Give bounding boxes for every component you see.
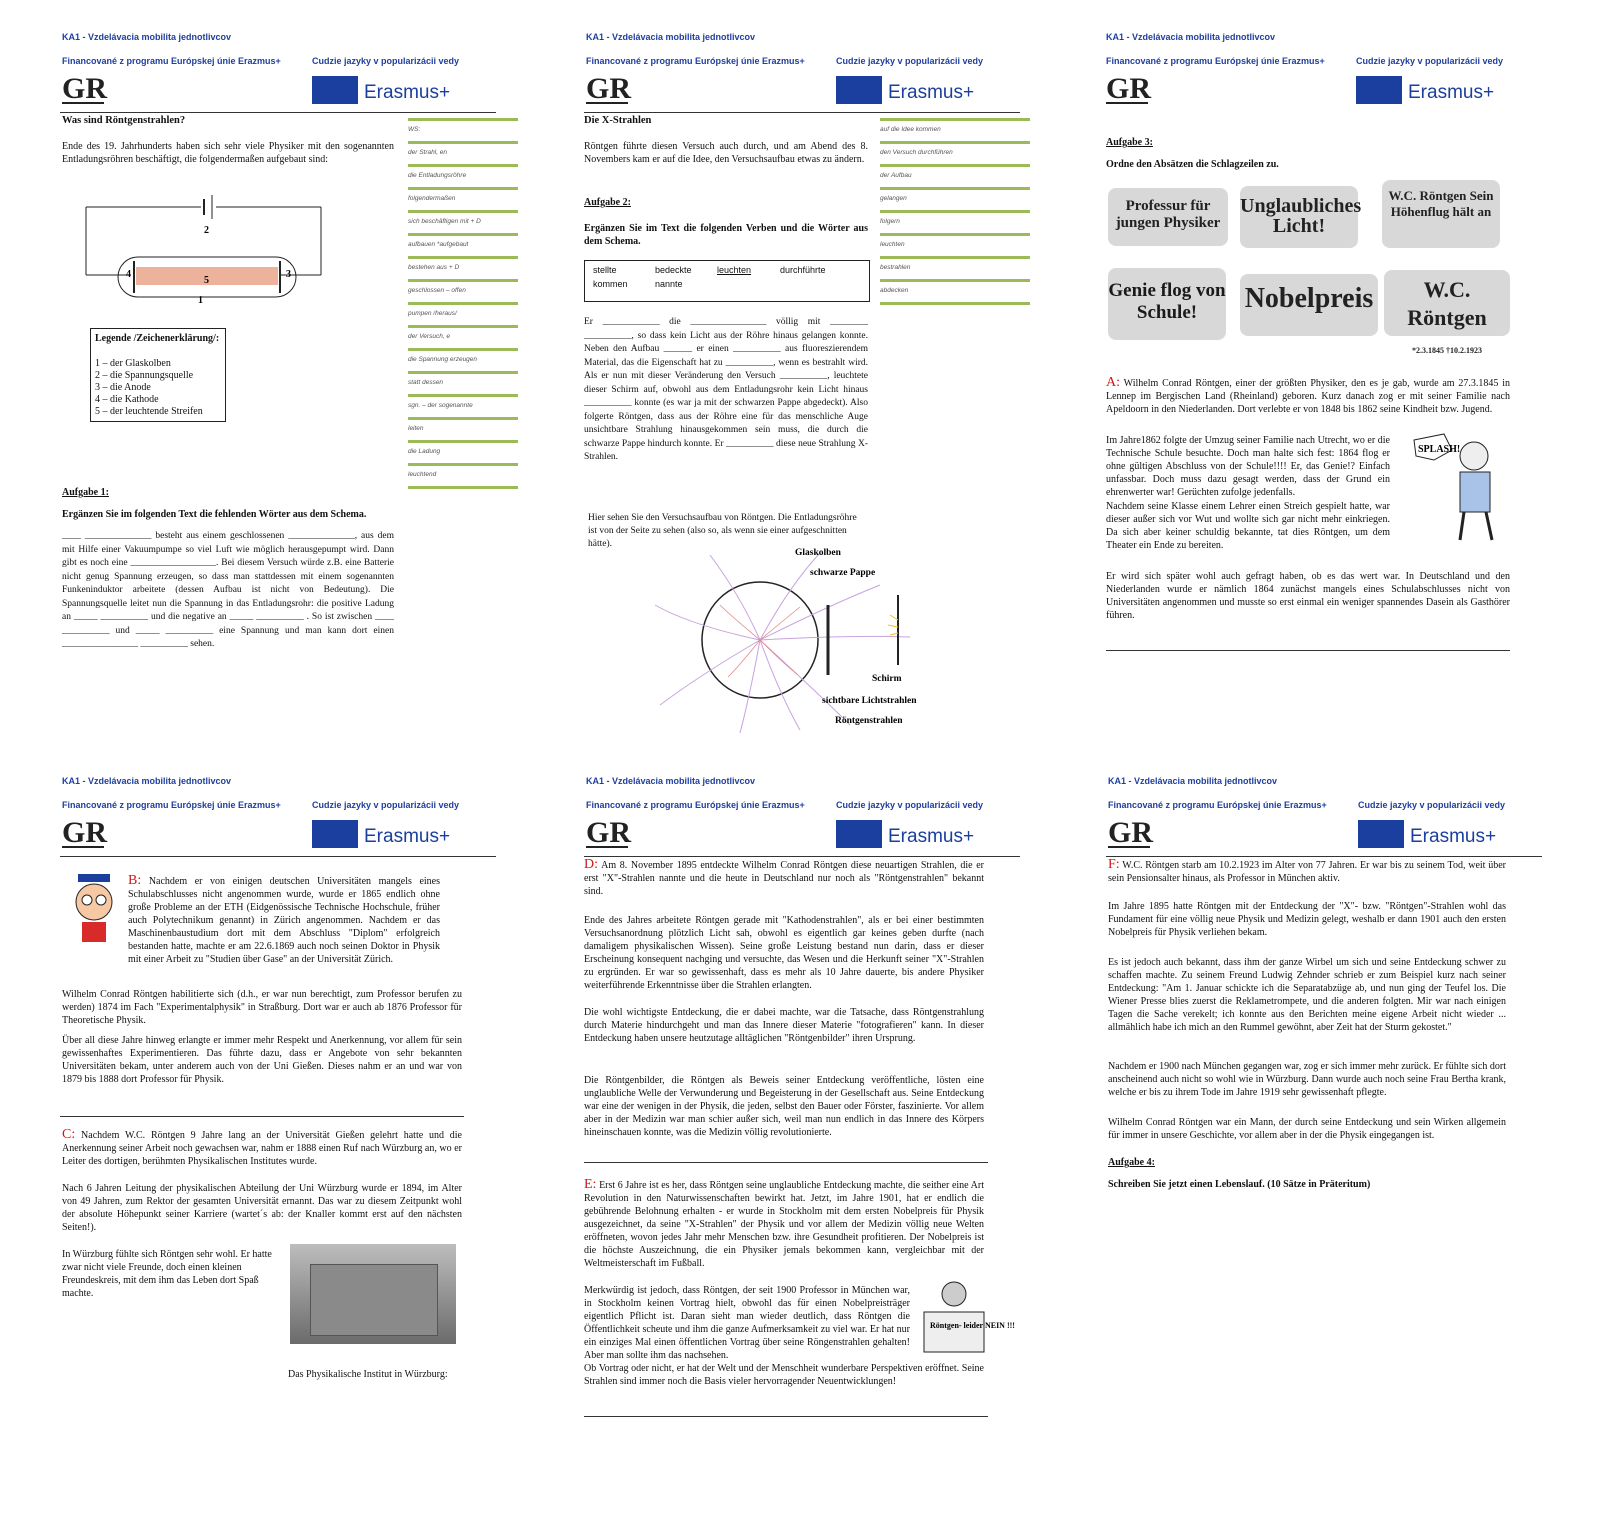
vocabulary-sidebar bbox=[880, 118, 1032, 308]
vocabulary-sidebar bbox=[408, 118, 520, 518]
intro-text: Röntgen führte diesen Versuch auch durch, und am Abend des 8. Novembers kam er auf die Idee, den Versuchsaufbau etwas zu ändern. bbox=[584, 141, 868, 165]
label-pappe: schwarze Pappe bbox=[810, 568, 876, 578]
label-3: 3 bbox=[286, 269, 291, 280]
school-logo bbox=[584, 70, 632, 106]
svg-text:GR: GR bbox=[586, 816, 631, 849]
page-4 bbox=[56, 744, 576, 1464]
paragraph-b: B: Nachdem er von einigen deutschen Universitäten mangels eines Schulabschlusses nicht angenommen wurde, wurde er 1865 endlich ohne große Probleme an der ETH (Eidgenössische Technische Hochschule, früher auch Polytechnikum genannt) in Zürich angenommen. Nachdem er das Maschinenbaustudium dort mit dem Abschluss "Diplom" erfolgreich bestanden hatte, machte er am 22.6.1869 auch noch seinen Doktor in Physik mit einer Arbeit zu "Studien über Gase" an der Universität Zürich. bbox=[128, 873, 441, 965]
paragraph-f: F: W.C. Röntgen starb am 10.2.1923 im Alter von 77 Jahren. Er war bis zu seinem Tod, weit über sein Pensionsalter hinaus, als Professor in München aktiv. bbox=[1108, 857, 1506, 884]
page-3 bbox=[1100, 0, 1620, 740]
paragraph-text: Nach 6 Jahren Leitung der physikalischen Abteilung der Uni Würzburg wurde er 1894, im Alter von 49 Jahren, zum Rektor der gesamten Universität ernannt. Das war zu diesem Zeitpunkt wohl der absolute Höhepunkt seiner Karriere (wartet´s ab: der Knaller kommt erst auf den nächsten Seiten!). bbox=[62, 1183, 462, 1233]
svg-text:GR: GR bbox=[62, 816, 107, 849]
task-heading: Aufgabe 1: bbox=[62, 487, 109, 498]
paragraph-letter: B: bbox=[128, 873, 142, 888]
eu-flag-icon bbox=[312, 76, 358, 104]
school-logo bbox=[60, 814, 108, 850]
task-instruction: Ordne den Absätzen die Schlagzeilen zu. bbox=[1106, 159, 1279, 170]
paragraph-a: A: Wilhelm Conrad Röntgen, einer der größten Physiker, den es je gab, wurde am 27.3.1845 in Lennep im Bergischen Land (Rheinland) geboren. Kurz danach zog er mit seiner Familie nach Apeldoorn in den Niederlanden. Dort verlebte er von 1848 bis 1862 seine Kindheit bzw. Jugend. bbox=[1106, 375, 1510, 415]
legend-item: 5 – der leuchtende Streifen bbox=[95, 406, 203, 417]
label-glaskolben: Glaskolben bbox=[795, 548, 841, 558]
word-item: nannte bbox=[655, 279, 683, 289]
vocab-item: geschlossen – offen bbox=[408, 287, 466, 294]
label-roentgenstrahlen: Röntgenstrahlen bbox=[835, 716, 903, 726]
paragraph-text: Über all diese Jahre hinweg erlangte er immer mehr Respekt und Anerkennung, vor allem für sein gewissenhaftes Experimentieren. Das führte dazu, dass er Angebote von sehr bekannten Universitäten bekam, unter anderem auch von der Uni Gießen. Dieses nahm er an und war von 1879 bis 1888 dort Professor für Physik. bbox=[62, 1035, 462, 1085]
page-5 bbox=[580, 744, 1100, 1464]
vocab-item: statt dessen bbox=[408, 379, 444, 386]
header-course: Cudzie jazyky v popularizácii vedy bbox=[836, 800, 984, 810]
header-course: Cudzie jazyky v popularizácii vedy bbox=[1358, 800, 1506, 810]
paragraph-text: In Würzburg fühlte sich Röntgen sehr wohl. Er hatte zwar nicht viele Freunde, doch einen kleinen Freundeskreis, mit dem ihm das Leben dort Spaß machte. bbox=[62, 1249, 272, 1299]
svg-text:SPLASH!: SPLASH! bbox=[1418, 444, 1461, 455]
task-heading: Aufgabe 4: bbox=[1108, 1157, 1155, 1168]
erasmus-logo: Erasmus+ bbox=[836, 76, 1026, 106]
eu-flag-icon bbox=[1358, 820, 1404, 848]
page-6 bbox=[1102, 744, 1622, 1464]
header-project: KA1 - Vzdelávacia mobilita jednotlivcov bbox=[1106, 32, 1276, 42]
erasmus-logo: Erasmus+ bbox=[1358, 820, 1548, 850]
vocab-item: pumpen /heraus/ bbox=[408, 310, 457, 317]
header-project: KA1 - Vzdelávacia mobilita jednotlivcov bbox=[586, 776, 756, 786]
vocab-item: den Versuch durchführen bbox=[880, 149, 953, 156]
discharge-tube-diagram bbox=[86, 195, 326, 305]
eu-flag-icon bbox=[836, 76, 882, 104]
legend-box bbox=[90, 328, 226, 422]
paragraph-text: Wilhelm Conrad Röntgen habilitierte sich (d.h., er war nun berechtigt, zum Professor berufen zu werden) 1874 im Fach "Experimentalphysik" in Straßburg. Dort war er auch ab 1876 Professor für Theoretische Physik. bbox=[62, 989, 462, 1026]
legend-item: 3 – die Anode bbox=[95, 382, 151, 393]
vocab-item: abdecken bbox=[880, 287, 909, 294]
page-title: Was sind Röntgenstrahlen? bbox=[62, 115, 186, 126]
header-funding: Financované z programu Európskej únie Erazmus+ bbox=[586, 800, 805, 810]
vocab-item: die Ladung bbox=[408, 448, 441, 455]
eu-flag-icon bbox=[836, 820, 882, 848]
header-course: Cudzie jazyky v popularizácii vedy bbox=[312, 800, 460, 810]
header-course: Cudzie jazyky v popularizácii vedy bbox=[312, 56, 460, 66]
headline-clipping bbox=[1384, 270, 1510, 355]
vocab-item: der Aufbau bbox=[880, 172, 912, 179]
header-course: Cudzie jazyky v popularizácii vedy bbox=[1356, 56, 1504, 66]
eu-flag-icon bbox=[1356, 76, 1402, 104]
paragraph-letter: D: bbox=[584, 857, 598, 872]
legend-item: 2 – die Spannungsquelle bbox=[95, 370, 194, 381]
vocab-item: bestrahlen bbox=[880, 264, 911, 271]
page-title: Die X-Strahlen bbox=[584, 115, 652, 126]
angry-teacher-cartoon bbox=[1404, 430, 1514, 546]
word-item: durchführte bbox=[780, 265, 826, 275]
header-funding: Financované z programu Európskej únie Erazmus+ bbox=[1108, 800, 1327, 810]
header-funding: Financované z programu Európskej únie Erazmus+ bbox=[62, 56, 281, 66]
label-1: 1 bbox=[198, 295, 203, 306]
school-logo bbox=[1104, 70, 1152, 106]
figure-caption: Hier sehen Sie den Versuchsaufbau von Röntgen. Die Entladungsröhre ist von der Seite zu sehen (also so, als wenn sie einer aufgeschnitten hätte). bbox=[588, 513, 857, 549]
legend-item: 1 – der Glaskolben bbox=[95, 358, 171, 369]
paragraph-text: Im Jahre 1895 hatte Röntgen mit der Entdeckung der "X"- bzw. "Röntgen"-Strahlen wohl das Fundament für eine völlig neue Physik und Medizin gelegt, weshalb er dann 1901 auch den ersten Nobelpreis für Physik verliehen bekam. bbox=[1108, 901, 1506, 938]
task-heading: Aufgabe 3: bbox=[1106, 137, 1153, 148]
vocab-item: folgern bbox=[880, 218, 900, 225]
headline-clipping: Nobelpreis bbox=[1240, 274, 1378, 336]
school-logo bbox=[60, 70, 108, 106]
school-logo bbox=[1106, 814, 1154, 850]
erasmus-logo: Erasmus+ bbox=[1356, 76, 1546, 106]
word-item: kommen bbox=[593, 279, 628, 289]
paragraph-text: Merkwürdig ist jedoch, dass Röntgen, der seit 1900 Professor in München war, in Stockholm keinen Vortrag hielt, obwohl das für einen Nobelpreisträger eigentlich Pflicht ist. Daran sieht man wieder deutlich, dass Röntgen die Öffentlichkeit scheute und ihm die ganze Aufmerksamkeit zu viel war. Er hat nur ein einziges Mal einen öffentlichen Vortrag über seine Röngenstrahlen gehalten! Aber man sollte ihm das nachsehen. bbox=[584, 1285, 910, 1361]
page-1 bbox=[56, 0, 576, 740]
header-project: KA1 - Vzdelávacia mobilita jednotlivcov bbox=[1108, 776, 1278, 786]
headline-clipping: Unglaubliches Licht! bbox=[1240, 186, 1358, 248]
vocab-item: der Versuch, e bbox=[408, 333, 451, 340]
word-item: bedeckte bbox=[655, 265, 692, 275]
paragraph-d: D: Am 8. November 1895 entdeckte Wilhelm Conrad Röntgen diese neuartigen Strahlen, die er erst "X"-Strahlen nannte und die heute in Deutschland nur noch als "Röntgenstrahlen" bekannt sind. bbox=[584, 857, 985, 897]
headline-clipping: Genie flog von Schule! bbox=[1108, 268, 1226, 340]
header-project: KA1 - Vzdelávacia mobilita jednotlivcov bbox=[586, 32, 756, 42]
header-project: KA1 - Vzdelávacia mobilita jednotlivcov bbox=[62, 32, 232, 42]
experiment-setup-diagram bbox=[650, 545, 940, 735]
paragraph-text: Wilhelm Conrad Röntgen war ein Mann, der durch seine Entdeckung und sein Wirken allgemein für immer in unsere Geschichte, vor allem aber in der die Physik eingegangen ist. bbox=[1108, 1117, 1506, 1141]
task-instruction: Ergänzen Sie im Text die folgenden Verben und die Wörter aus dem Schema. bbox=[584, 223, 868, 247]
paragraph-text: Im Jahre1862 folgte der Umzug seiner Familie nach Utrecht, wo er die Technische Schule besuchte. Doch man halte sich fest: 1864 flog er ohne gültigen Abschluss von der Schule!!!! Er, das Genie!? Einfach unfassbar. Doch muss dazu gesagt werden, dass der Grund ein ehrenwerter war! Gerüchten zufolge jedenfalls. bbox=[1106, 435, 1390, 498]
paragraph-c: C: Nachdem W.C. Röntgen 9 Jahre lang an der Universität Gießen gelehrt hatte und die Anerkennung seiner Arbeit noch gewachsen war, nahm er 1888 einen Ruf nach Würzburg an, wo er Leiter des dortigen, berühmten Physikalischen Institutes wurde. bbox=[62, 1127, 462, 1167]
label-5: 5 bbox=[204, 275, 209, 286]
paragraph-text: Es ist jedoch auch bekannt, dass ihm der ganze Wirbel um sich und seine Entdeckung schwer zu schaffen machte. Zu seinem Freund Ludwig Zehnder schrieb er zum Beispiel kurz nach seiner Entdeckung: "Am 1. Januar schickte ich die Separatabzüge ab, und nun ging der Teufel los. Die Wiener Presse blies zuerst die Reklametrompete, und die anderen folgten. Mir war nach einigen Tagen die Sache verekelt; ich konnte aus den Berichten meine eigene Arbeit nicht wieder ... allmählich habe ich mich an den Rummel gewöhnt, aber Zeit hat der Sturm gekostet." bbox=[1108, 957, 1506, 1033]
vocab-item: sich beschäftigen mit + D bbox=[408, 218, 481, 225]
vocab-item: die Spannung erzeugen bbox=[408, 356, 478, 363]
vocab-item: gelangen bbox=[880, 195, 907, 202]
headline-clipping: Professur für jungen Physiker bbox=[1108, 188, 1228, 246]
label-4: 4 bbox=[126, 269, 131, 280]
erasmus-logo: Erasmus+ bbox=[312, 820, 502, 850]
header-project: KA1 - Vzdelávacia mobilita jednotlivcov bbox=[62, 776, 232, 786]
headline-name: W.C. Röntgen bbox=[1407, 277, 1487, 330]
svg-text:GR: GR bbox=[586, 72, 631, 105]
vocab-item: sgn. – der sogenannte bbox=[408, 402, 473, 409]
vocab-item: auf die Idee kommen bbox=[880, 126, 941, 133]
fill-in-text: Er ____________ die ________________ völlig mit ________ __________, so dass kein Licht aus der Röhre hinaus gelangen konnte. Neben den Aufbau ______ er einen __________ aus fluoreszierendem Material, das die Eigenschaft hat zu __________, wenn es bestrahlt wird. Als er nun mit dieser Veränderung den Versuch __________, leuchtete dieser Schirm auf, obwohl aus dem Entladungsrohr kein Licht hinaus __________ konnte (es war ja mit der schwarzen Pappe abgedeckt). Also folgerte Röntgen, dass aus der Röhre eine für das menschliche Auge unsichtbare Strahlung hinausgekommen sein muss, die durch die schwarze Pappe hindurch konnte. Er __________ diese neue Strahlung X-Strahlen. bbox=[584, 317, 868, 462]
institute-photo bbox=[290, 1244, 456, 1344]
label-schirm: Schirm bbox=[872, 674, 902, 684]
label-lichtstrahlen: sichtbare Lichtstrahlen bbox=[822, 696, 917, 706]
label-2: 2 bbox=[204, 225, 209, 236]
vocab-item: der Strahl, en bbox=[408, 149, 448, 156]
svg-text:GR: GR bbox=[62, 72, 107, 105]
header-funding: Financované z programu Európskej únie Erazmus+ bbox=[62, 800, 281, 810]
paragraph-letter: E: bbox=[584, 1177, 597, 1192]
paragraph-text: Nachdem er 1900 nach München gegangen war, zog er sich immer mehr zurück. Er fühlte sich dort anscheinend auch nicht so wohl wie in Würzburg. Dann wurde auch noch seine Frau Bertha krank, welche er bis zu ihrem Tode im Jahre 1919 sehr gewissenhaft pflegte. bbox=[1108, 1061, 1506, 1098]
task-instruction: Ergänzen Sie im folgenden Text die fehlenden Wörter aus dem Schema. bbox=[62, 509, 367, 520]
headline-clipping: W.C. Röntgen Sein Höhenflug hält an bbox=[1382, 180, 1500, 248]
paragraph-e: E: Erst 6 Jahre ist es her, dass Röntgen seine unglaubliche Entdeckung machte, die seither eine Art Revolution in den Naturwissenschaften bewirkt hat. Jetzt, im Jahre 1901, hat er endlich die gebührende Belohnung erhalten - er wurde in Stockholm mit dem ersten Nobelpreis für Physik ausgezeichnet, da seine "X-Strahlen" der Physik und vor allem der Medizin völlig neue Welten eröffneten, wovon jedes Jahr mehr Menschen bzw. ihre Gesundheit profitieren. Der Nobelpreis ist die höchste Auszeichnung, die ein Physiker jemals bekommen kann, vergleichbar mit der Weltmeisterschaft im Fußball. bbox=[584, 1177, 984, 1269]
erasmus-logo: Erasmus+ bbox=[836, 820, 1026, 850]
paragraph-text: Die Röntgenbilder, die Röntgen als Beweis seiner Entdeckung veröffentliche, lösten eine unglaubliche Welle der Verwunderung und Begeisterung in der Gesellschaft aus. Seine Entdeckung war eine der wenigen in der Physik, die jeden, selbst den Bauer oder Förster, faszinierte. Vor allem aber in der Medizin war man schier außer sich, weil man nun endlich in das Innere des Körpers hineinschauen konnte, was die Medizin völlig revolutionierte. bbox=[584, 1075, 984, 1138]
paragraph-letter: F: bbox=[1108, 857, 1120, 872]
paragraph-text: Ob Vortrag oder nicht, er hat der Welt und der Menschheit wunderbare Perspektiven eröffnet. Seine Strahlen sind immer noch die Basis vieler hervorragender Neuentwicklungen! bbox=[584, 1363, 984, 1387]
vocab-item: leuchtend bbox=[408, 471, 437, 478]
word-box bbox=[584, 260, 870, 302]
vocab-item: aufbauen *aufgebaut bbox=[408, 241, 469, 248]
paragraph-text: Er wird sich später wohl auch gefragt haben, ob es das wert war. In Deutschland und den Niederlanden wurde er nämlich 1864 zunächst mangels eines Schulabschlusses nicht von Universitäten angenommen und musste so erst einmal ein weniger spannendes Dasein als Gasthörer führen. bbox=[1106, 571, 1510, 621]
erasmus-logo: Erasmus+ bbox=[312, 76, 502, 106]
paragraph-text: Nachdem seine Klasse einem Lehrer einen Streich gespielt hatte, war dieser außer sich vor Wut und wollte sich gar nicht mehr einkriegen. Da sich aber keiner schuldig bekannte, tat dies Röntgen, um dem Theater ein Ende zu bereiten. bbox=[1106, 501, 1390, 551]
word-item: leuchten bbox=[717, 265, 752, 275]
vocab-item: WS: bbox=[408, 126, 421, 133]
intro-text: Ende des 19. Jahrhunderts haben sich sehr viele Physiker mit den sogenannten Entladungsröhren beschäftigt, die folgendermaßen aufgebaut sind: bbox=[62, 141, 394, 165]
page-2 bbox=[580, 0, 1100, 740]
eu-flag-icon bbox=[312, 820, 358, 848]
svg-text:GR: GR bbox=[1108, 816, 1153, 849]
student-cartoon bbox=[64, 872, 124, 944]
legend-item: 4 – die Kathode bbox=[95, 394, 159, 405]
photo-caption: Das Physikalische Institut in Würzburg: bbox=[288, 1369, 448, 1380]
vocab-item: die Entladungsröhre bbox=[408, 172, 467, 179]
vocab-item: leiten bbox=[408, 425, 424, 432]
header-course: Cudzie jazyky v popularizácii vedy bbox=[836, 56, 984, 66]
paragraph-text: Die wohl wichtigste Entdeckung, die er dabei machte, war die Tatsache, dass Röntgenstrahlung durch Materie hindurchgeht und man das Innere dieser Materie "fotografieren" kann. In dieser Entdeckung haben unsere heutzutage alltäglichen "Röntgenbilder" ihren Ursprung. bbox=[584, 1007, 984, 1044]
vocab-item: bestehen aus + D bbox=[408, 264, 460, 271]
paragraph-letter: C: bbox=[62, 1127, 76, 1142]
school-logo bbox=[584, 814, 632, 850]
task-instruction: Schreiben Sie jetzt einen Lebenslauf. (10 Sätze in Präteritum) bbox=[1108, 1179, 1371, 1190]
paragraph-letter: A: bbox=[1106, 375, 1120, 390]
vocab-item: folgendermaßen bbox=[408, 195, 456, 202]
header-funding: Financované z programu Európskej únie Erazmus+ bbox=[586, 56, 805, 66]
professor-sign-cartoon bbox=[918, 1276, 1015, 1358]
header-funding: Financované z programu Európskej únie Erazmus+ bbox=[1106, 56, 1325, 66]
paragraph-text: Ende des Jahres arbeitete Röntgen gerade mit "Kathodenstrahlen", als er bei einer bestimmten Versuchsanordnung plötzlich Licht sah, obwohl es eigentlich gar keines geben durfte (nach damaligem physikalischen Wissen). Seine große Leistung bestand nun darin, dass er dieser Erscheinung konsequent nachging und versuchte, das Wesen und die Herkunft seiner "X"-Strahlen zu ergründen. Er war so gewissenhaft, dass es mehr als 10 Jahre dauerte, bis andere Physiker weiterführende Erkenntnisse über die Strahlen erlangten. bbox=[584, 915, 984, 991]
sign-text: Röntgen- leider NEIN !!! bbox=[930, 1321, 1015, 1330]
vocab-item: leuchten bbox=[880, 241, 905, 248]
headline-dates: *2.3.1845 †10.2.1923 bbox=[1412, 346, 1482, 355]
task-heading: Aufgabe 2: bbox=[584, 197, 631, 208]
svg-text:GR: GR bbox=[1106, 72, 1151, 105]
legend-title: Legende /Zeichenerklärung/: bbox=[95, 333, 220, 344]
fill-in-text: ____ ______________ besteht aus einem geschlossenen ______________, aus dem mit Hilfe einer Vakuumpumpe so viel Luft wie möglich herausgepumpt wird. Dann gibt es noch eine __________________. Bei diesem Versuch würde z.B. eine Batterie nicht genug Spannung erzeugen, so dass man stattdessen mit einem sogenannten Funkeninduktor arbeitete (dessen Aufbau ist nicht von Bedeutung). Die Spannungsquelle leitet nun die Spannung in das Entladungsrohr: die positive Ladung an _____ __________ und die negative an _____ __________ . So ist zwischen ____ __________ und _____ __________ eine Spannung und man kann dort einen ________________ __________ sehen. bbox=[62, 531, 394, 649]
word-item: stellte bbox=[593, 265, 617, 275]
